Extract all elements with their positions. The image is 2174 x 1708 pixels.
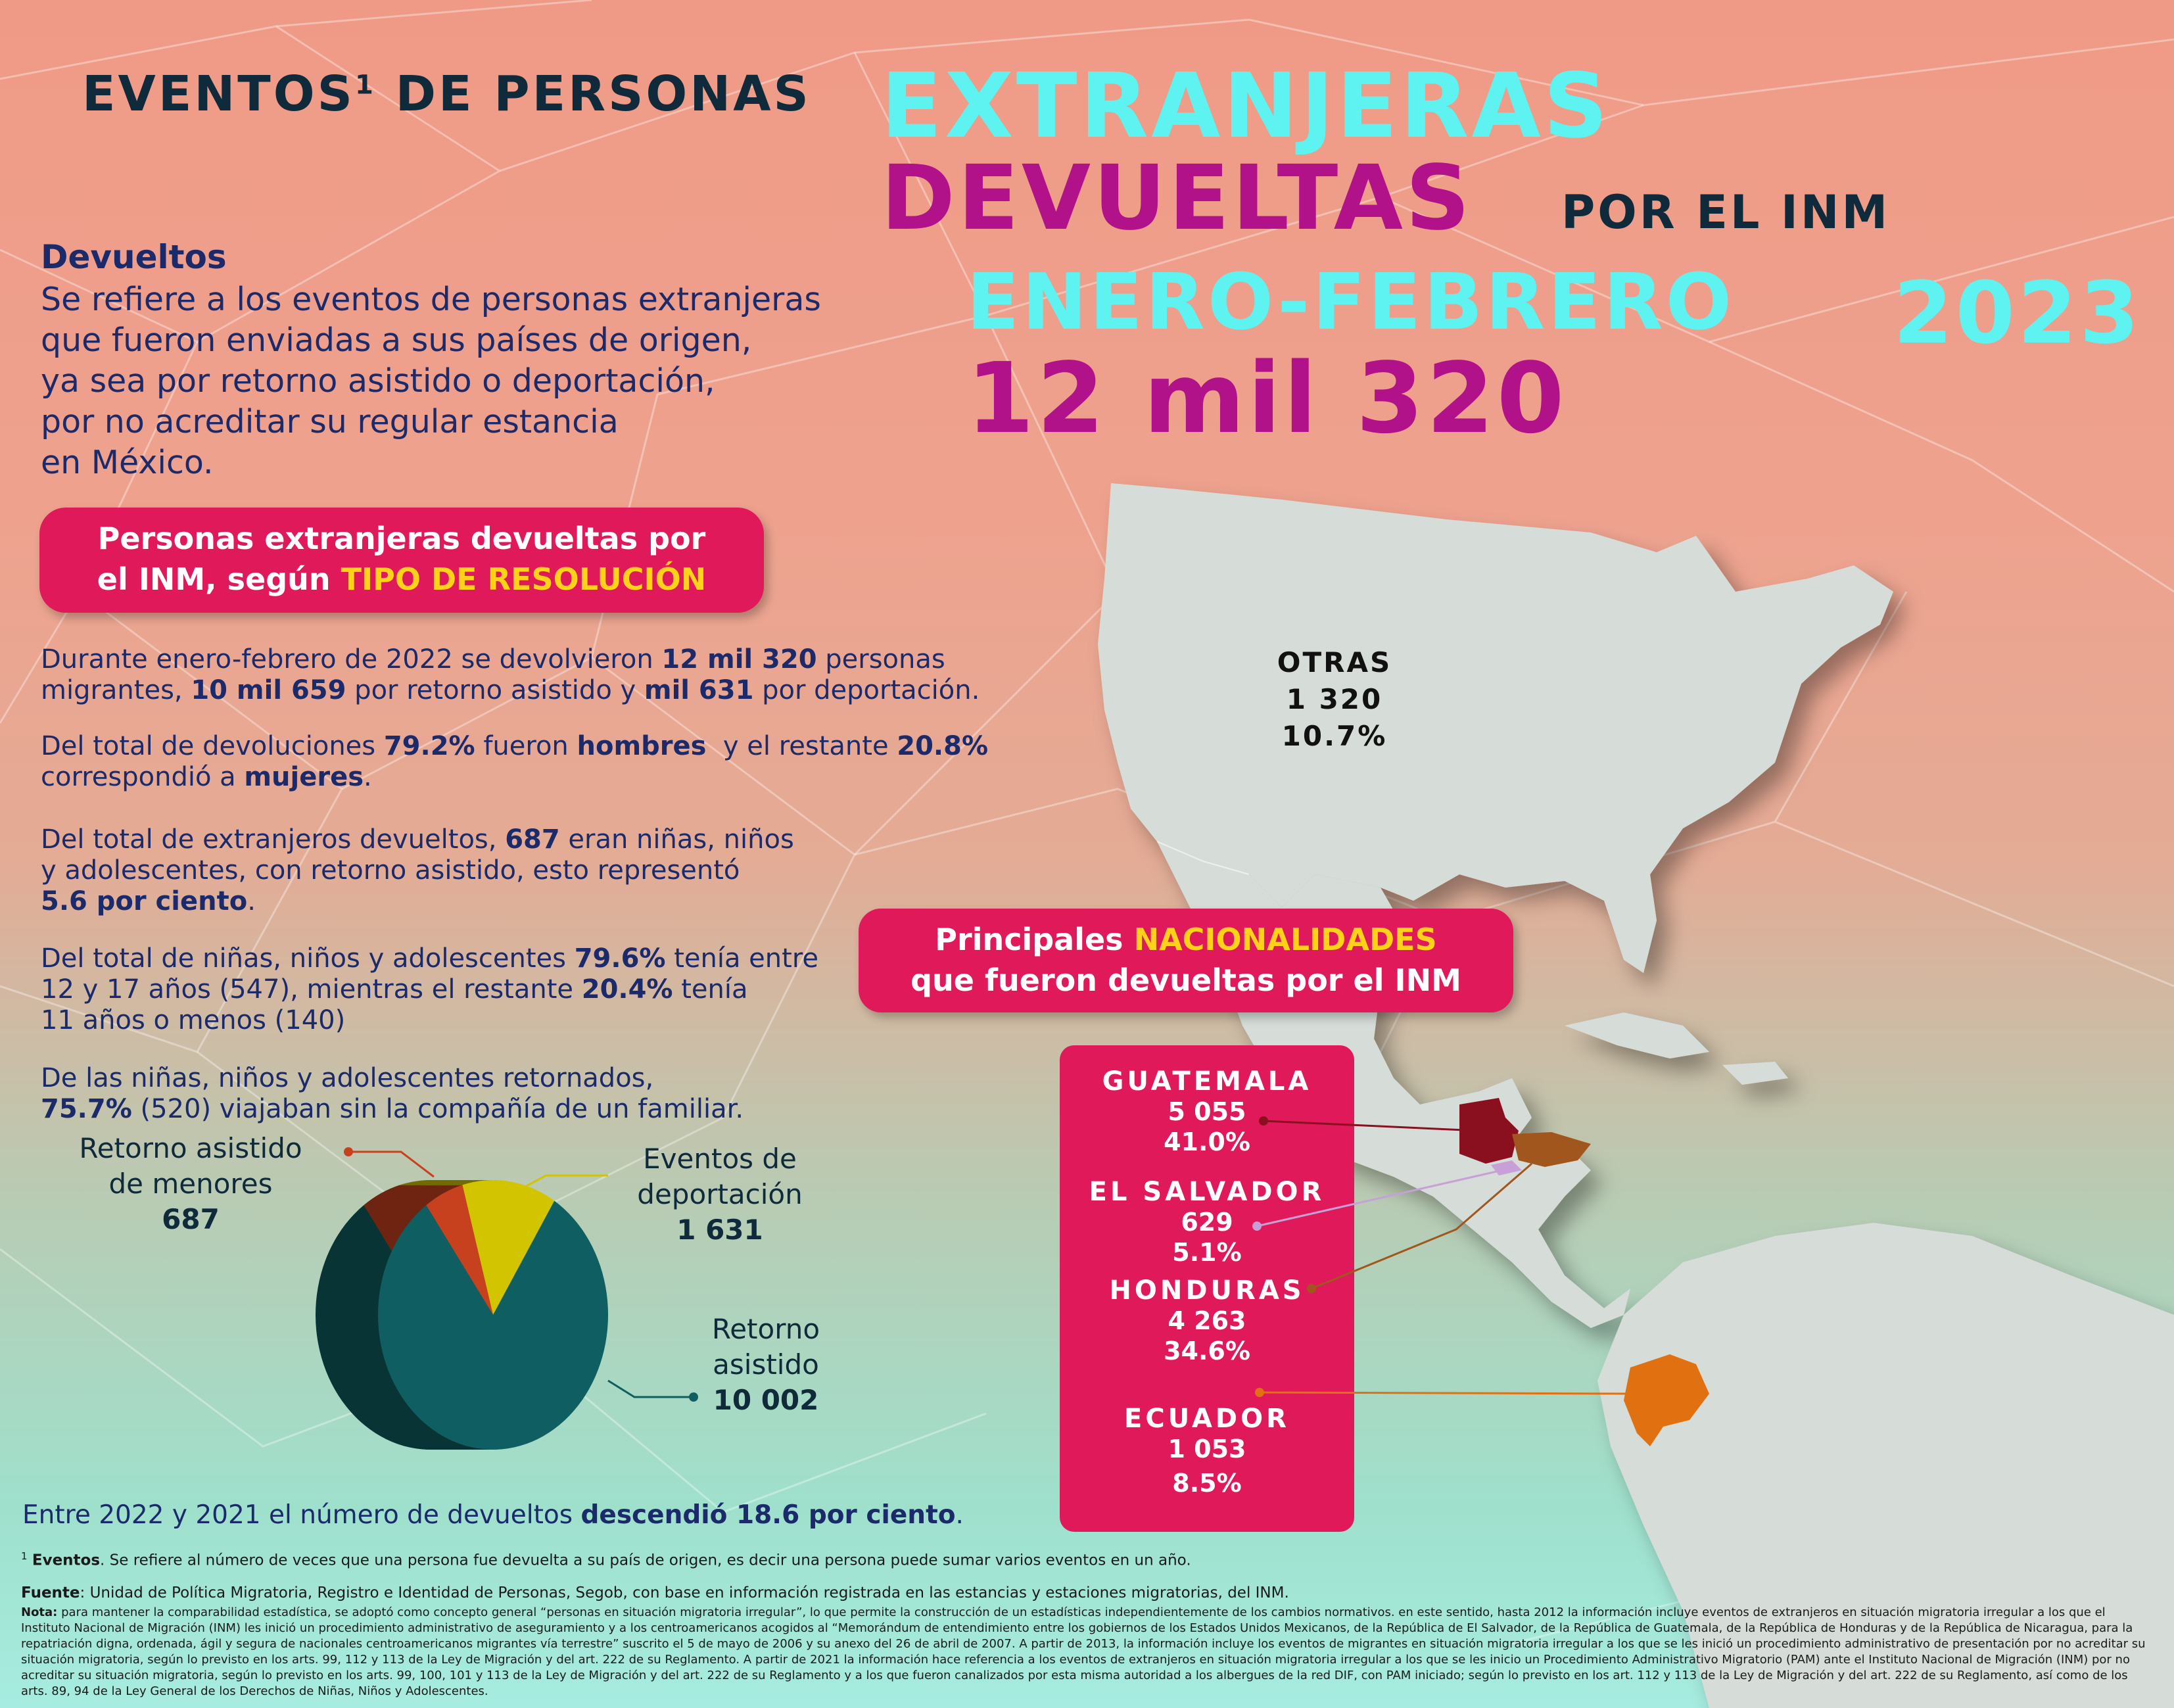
paragraph-3: Del total de extranjeros devueltos, 687 eran niñas, niños y adolescentes, con retorno asistido, esto representó 5.6 por ciento. <box>41 824 794 916</box>
pie-label-retorno: Retorno asistido 10 002 <box>711 1313 820 1416</box>
otras-label: OTRAS 1 320 10.7% <box>1277 646 1392 752</box>
title-devueltas: DEVUELTAS <box>881 147 1473 250</box>
nationality-ecuador: ECUADOR 1 053 8.5% <box>1124 1404 1290 1498</box>
definition-text: Se refiere a los eventos de personas extranjeras que fueron enviadas a sus países de origen, ya sea por retorno asistido o deportación, por no acreditar su regular estancia en México. <box>41 281 821 481</box>
paragraph-2: Del total de devoluciones 79.2% fueron hombres y el restante 20.8% correspondió a mujeres. <box>41 731 989 792</box>
resolution-pill: Personas extranjeras devueltas por el INM, según TIPO DE RESOLUCIÓN <box>39 508 764 613</box>
pie-label-menores: Retorno asistido de menores 687 <box>79 1132 302 1235</box>
bottom-note: Entre 2022 y 2021 el número de devueltos descendió 18.6 por ciento. <box>22 1500 964 1530</box>
nationality-honduras: HONDURAS 4 263 34.6% <box>1109 1275 1305 1365</box>
definition-title: Devueltos <box>41 238 227 276</box>
footnote-eventos: $^1$ Eventos. Se refiere al número de veces que una persona fue devuelta a su país de origen, es decir una persona puede sumar varios eventos en un año. <box>21 1550 1191 1569</box>
total-devueltos: 12 mil 320 <box>966 342 1567 455</box>
footnote-nota: Nota: para mantener la comparabilidad estadística, se adoptó como concepto general “personas en situación migratoria irregular”, lo que permite la construcción de un estadísticas independientemente de los cambios normativos. en este sentido, hasta 2012 la información incluye eventos de extranjeros en situación migratoria irregular a los que el Instituto Nacional de Migración (INM) les inició un procedimiento administrativo de aseguramiento y a los centroamericanos acogidos al “Memorándum de entendimiento entre los gobiernos de los Estados Unidos Mexicanos, de la República de El Salvador, de la República de Guatemala, de la República de Honduras y de la República de Nicaragua, para la repatriación digna, ordenada, ágil y segura de nacionales centroamericanos migrantes vía terrestre” suscrito el 5 de mayo de 2006 y su anexo del 26 de abril de 2007. A partir de 2013, la información incluye los eventos de migrantes en situación migratoria irregular a los que se les inició un procedimiento administrativo de presentación por no acreditar su situación migratoria, según lo previsto en los arts. 99, 112 y 113 de la Ley de Migración y del art. 222 de su Reglamento. A partir de 2021 la información hace referencia a los eventos de extranjeros en situación migratoria irregular a los que se les inicio un Procedimiento Administrativo Migratorio (PAM) ante el Instituto Nacional de Migración (INM) por no acreditar su situación migratoria, según lo previsto en los arts. 99, 100, 101 y 113 de la Ley de Migración y del art. 222 de su Reglamento y a los que fueron canalizados por esta misma autoridad a los albergues de la red DIF, con PAM iniciado; según lo previsto en los art. 112 y 113 de la Ley de Migración y del art. 222 de su Reglamento, así como de los arts. 89, 94 de la Ley General de los Derechos de Niñas, Niños y Adolescentes. <box>21 1605 2146 1698</box>
paragraph-4: Del total de niñas, niños y adolescentes 79.6% tenía entre 12 y 17 años (547), mientras el restante 20.4% tenía 11 años o menos (140) <box>41 943 819 1035</box>
title-por-el-inm: POR EL INM <box>1561 185 1891 239</box>
nationality-guatemala: GUATEMALA 5 055 41.0% <box>1102 1066 1312 1156</box>
nationalities-pill: Principales NACIONALIDADES que fueron devueltas por el INM <box>859 909 1513 1012</box>
header-line1: EVENTOS$^1$ DE PERSONAS <box>82 66 811 122</box>
pie-label-deportacion: Eventos de deportación 1 631 <box>637 1143 803 1246</box>
title-year: 2023 <box>1893 263 2142 363</box>
paragraph-5: De las niñas, niños y adolescentes retornados, 75.7% (520) viajaban sin la compañía de un familiar. <box>41 1063 744 1124</box>
title-period: ENERO-FEBRERO <box>966 256 1735 347</box>
paragraph-1: Durante enero-febrero de 2022 se devolvieron 12 mil 320 personas migrantes, 10 mil 659 por retorno asistido y mil 631 por deportación. <box>41 644 980 705</box>
nationality-el-salvador: EL SALVADOR 629 5.1% <box>1089 1177 1325 1267</box>
footnote-fuente: Fuente: Unidad de Política Migratoria, Registro e Identidad de Personas, Segob, con base en información registrada en las estancias y estaciones migratorias, del INM. <box>21 1584 1289 1601</box>
title-extranjeras: EXTRANJERAS <box>881 55 1611 158</box>
